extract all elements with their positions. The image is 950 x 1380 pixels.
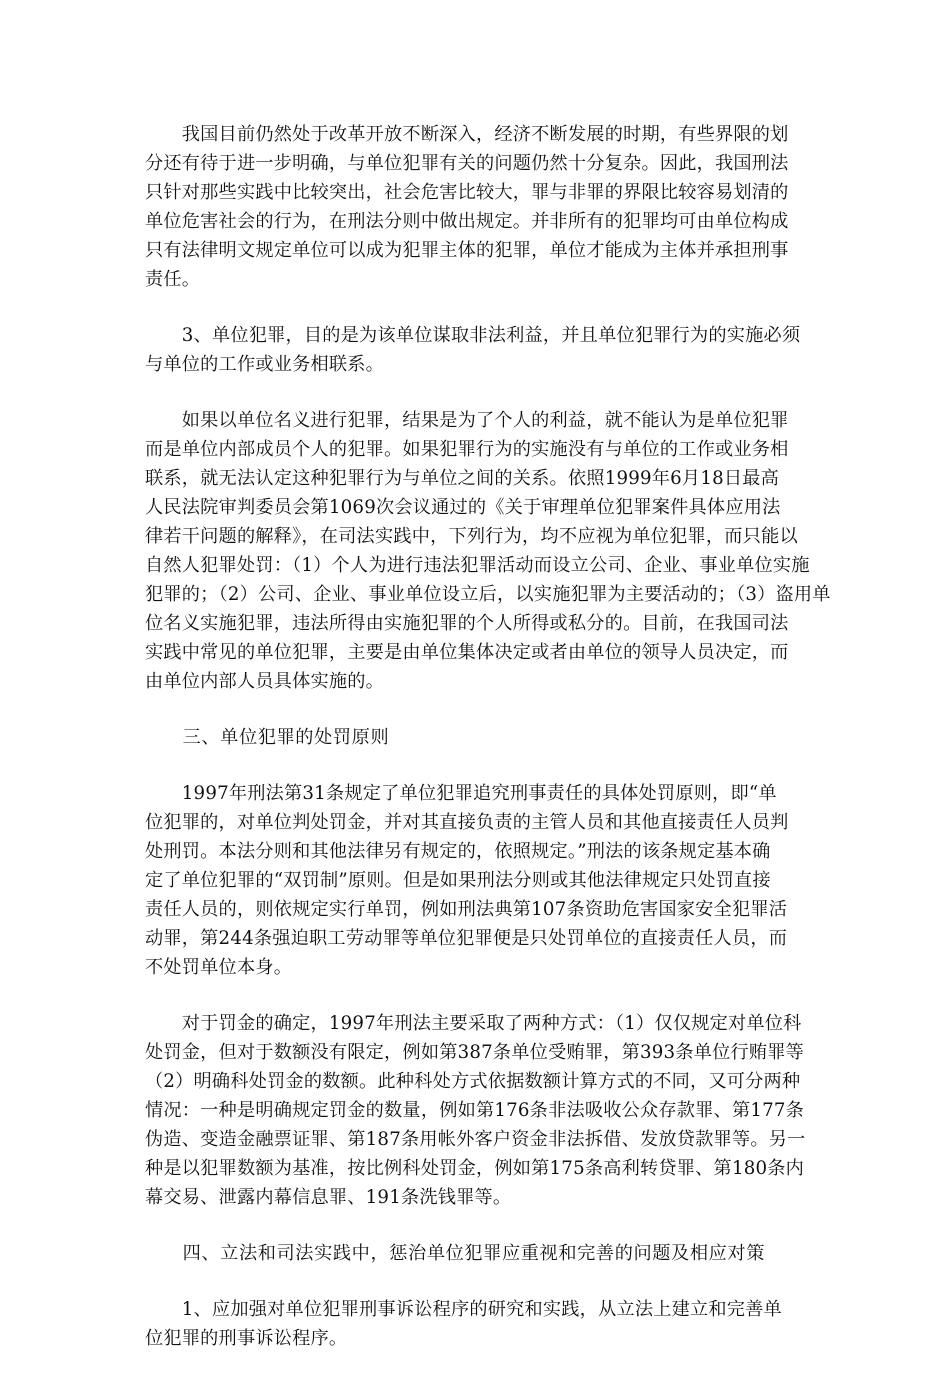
text-line: 实践中常见的单位犯罪，主要是由单位集体决定或者由单位的领导人员决定，而 — [145, 642, 789, 663]
text-line: 单位危害社会的行为，在刑法分则中做出规定。并非所有的犯罪均可由单位构成 — [145, 211, 789, 232]
text-line: 1997年刑法第31条规定了单位犯罪追究刑事责任的具体处罚原则，即“单 — [145, 783, 777, 804]
text-line: 分还有待于进一步明确，与单位犯罪有关的问题仍然十分复杂。因此，我国刑法 — [145, 153, 789, 174]
text-line: 人民法院审判委员会第1069次会议通过的《关于审理单位犯罪案件具体应用法 — [145, 497, 781, 518]
paragraph-1 — [145, 120, 811, 294]
paragraph-2 — [145, 321, 811, 379]
heading-text: 四、立法和司法实践中，惩治单位犯罪应重视和完善的问题及相应对策 — [145, 1243, 765, 1264]
text-line: 幕交易、泄露内幕信息罪、191条洗钱罪等。 — [145, 1187, 512, 1208]
text-line: 只针对那些实践中比较突出，社会危害比较大，罪与非罪的界限比较容易划清的 — [145, 182, 789, 203]
text-line: 犯罪的；（2）公司、企业、事业单位设立后，以实施犯罪为主要活动的；（3）盗用单 — [145, 584, 831, 605]
text-line: 位犯罪的，对单位判处罚金，并对其直接负责的主管人员和其他直接责任人员判 — [145, 812, 789, 833]
paragraph-6 — [145, 1009, 811, 1212]
text-line: 定了单位犯罪的“双罚制”原则。但是如果刑法分则或其他法律规定只处罚直接 — [145, 870, 771, 891]
document-page — [145, 120, 831, 1380]
section-heading-4 — [145, 1239, 811, 1268]
text-line: 只有法律明文规定单位可以成为犯罪主体的犯罪，单位才能成为主体并承担刑事 — [145, 240, 789, 261]
text-line: 自然人犯罪处罚：（1）个人为进行违法犯罪活动而设立公司、企业、事业单位实施 — [145, 555, 810, 576]
heading-text: 三、单位犯罪的处罚原则 — [145, 727, 390, 748]
text-line: 而是单位内部成员个人的犯罪。如果犯罪行为的实施没有与单位的工作或业务相 — [145, 439, 789, 460]
paragraph-8 — [145, 1295, 811, 1353]
text-line: 处罚金，但对于数额没有限定，例如第387条单位受贿罪，第393条单位行贿罪等 — [145, 1042, 805, 1063]
text-line: 不处罚单位本身。 — [145, 957, 293, 978]
text-line: 情况：一种是明确规定罚金的数量，例如第176条非法吸收公众存款罪、第177条 — [145, 1100, 805, 1121]
text-line: 联系，就无法认定这种犯罪行为与单位之间的关系。依照1999年6月18日最高 — [145, 468, 780, 489]
text-line: 与单位的工作或业务相联系。 — [145, 354, 385, 375]
text-line: 动罪，第244条强迫职工劳动罪等单位犯罪便是只处罚单位的直接责任人员，而 — [145, 928, 788, 949]
text-line: （2）明确科处罚金的数额。此种科处方式依据数额计算方式的不同，又可分两种 — [145, 1071, 801, 1092]
text-line: 3、单位犯罪，目的是为该单位谋取非法利益，并且单位犯罪行为的实施必须 — [145, 325, 801, 346]
text-line: 1、应加强对单位犯罪刑事诉讼程序的研究和实践，从立法上建立和完善单 — [145, 1299, 782, 1320]
paragraph-3 — [145, 406, 831, 696]
section-heading-3 — [145, 723, 811, 752]
paragraph-5 — [145, 779, 811, 982]
text-line: 位名义实施犯罪，违法所得由实施犯罪的个人所得或私分的。目前，在我国司法 — [145, 613, 789, 634]
text-line: 由单位内部人员具体实施的。 — [145, 671, 385, 692]
text-line: 我国目前仍然处于改革开放不断深入，经济不断发展的时期，有些界限的划 — [145, 124, 789, 145]
text-line: 伪造、变造金融票证罪、第187条用帐外客户资金非法拆借、发放贷款罪等。另一 — [145, 1129, 806, 1150]
text-line: 处刑罚。本法分则和其他法律另有规定的，依照规定。”刑法的该条规定基本确 — [145, 841, 771, 862]
text-line: 律若干问题的解释》，在司法实践中，下列行为，均不应视为单位犯罪，而只能以 — [145, 526, 798, 547]
text-line: 对于罚金的确定，1997年刑法主要采取了两种方式：（1）仅仅规定对单位科 — [145, 1013, 802, 1034]
text-line: 责任。 — [145, 269, 201, 290]
text-line: 责任人员的，则依规定实行单罚，例如刑法典第107条资助危害国家安全犯罪活 — [145, 899, 788, 920]
text-line: 位犯罪的刑事诉讼程序。 — [145, 1328, 348, 1349]
text-line: 种是以犯罪数额为基准，按比例科处罚金，例如第175条高利转贷罪、第180条内 — [145, 1158, 805, 1179]
text-line: 如果以单位名义进行犯罪，结果是为了个人的利益，就不能认为是单位犯罪 — [145, 410, 789, 431]
